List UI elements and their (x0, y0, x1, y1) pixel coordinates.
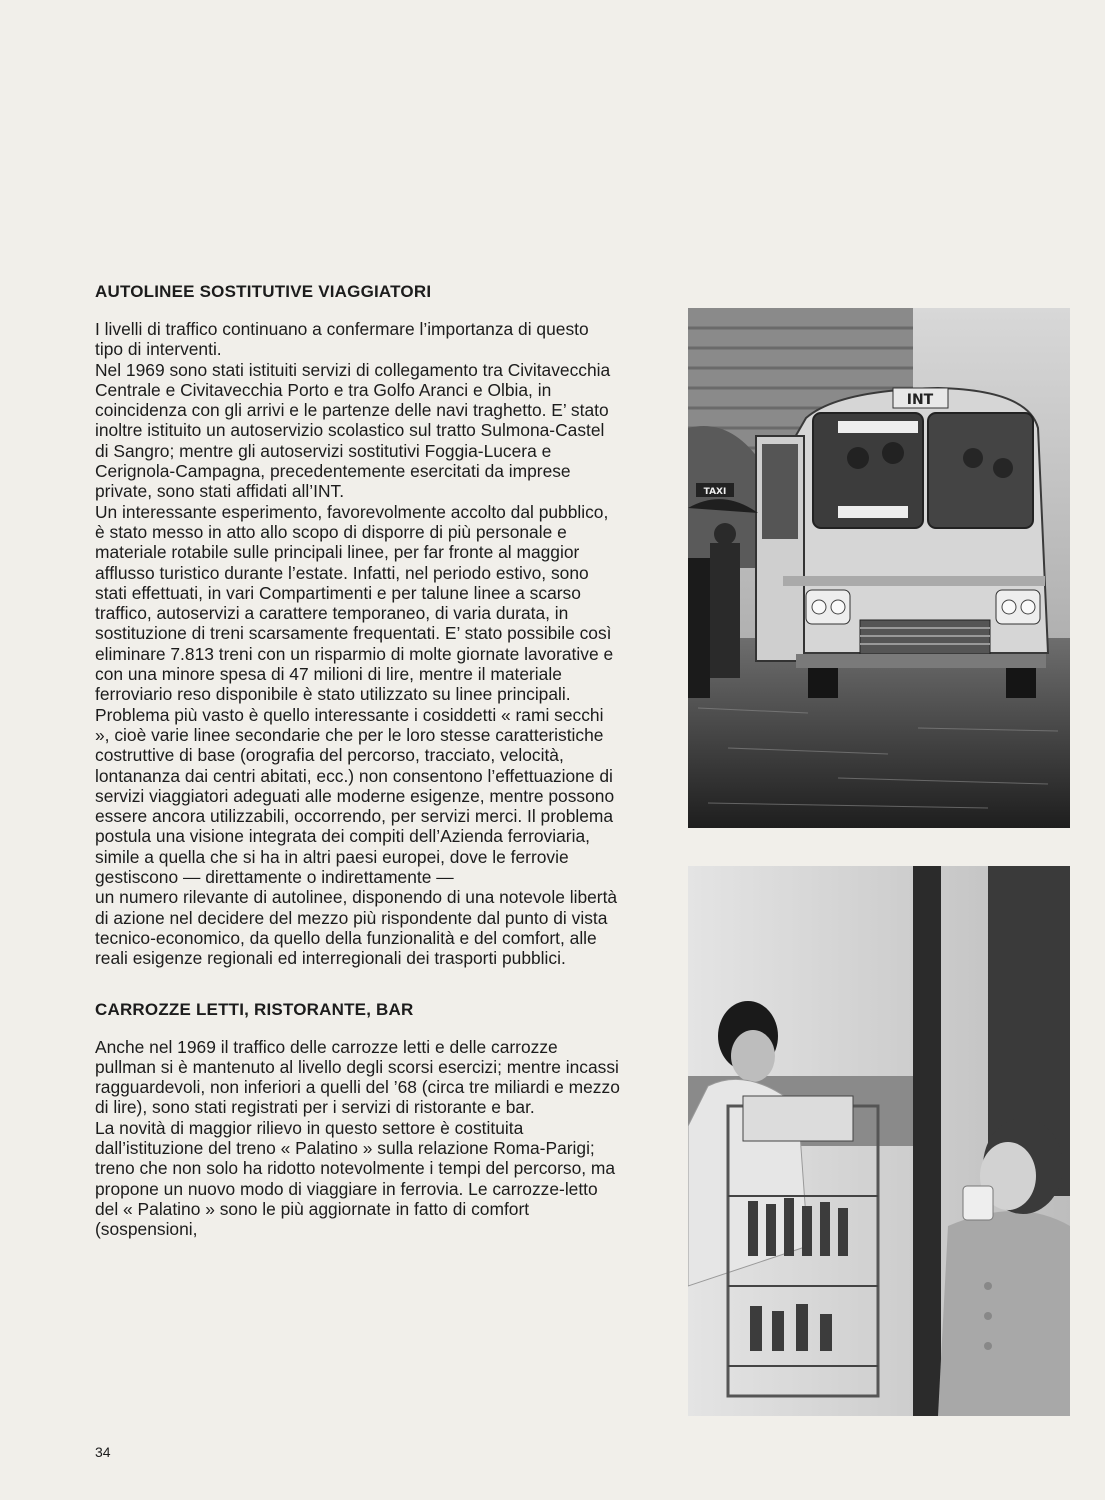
paragraph: Anche nel 1969 il traffico delle carrozze letti e delle carrozze pullman si è mantenuto al livello degli scorsi esercizi; mentre incassi ragguardevoli, non inferiori a quelli del ’68 (circa tre miliardi e mezzo di lire), sono stati registrati per i servizi di ristorante e bar. (95, 1036, 620, 1118)
paragraph: I livelli di traffico continuano a confermare l’importanza di questo tipo di interventi. (95, 319, 589, 360)
paragraph: Problema più vasto è quello interessante i cosiddetti « rami secchi », cioè varie linee secondarie che per le loro stesse caratteristiche costruttive di base (orografia del percorso, tracciato, velocità, lontananza dai centri abitati, ecc.) non consentono l’effettuazione di servizi viaggiatori adeguati alle moderne esigenze, mentre possono essere ancora utilizzabili, occorrendo, per servizi merci. Il problema postula una visione integrata dei compiti dell’Azienda ferroviaria, simile a quella che si ha in altri paesi europei, dove le ferrovie gestiscono — direttamente o indirettamente — (95, 704, 615, 888)
taxi-sign: TAXI (703, 487, 727, 497)
paragraph: La novità di maggior rilievo in questo settore è costituita dall’istituzione del treno « Palatino » sulla relazione Roma-Parigi; treno che non solo ha ridotto notevolmente i tempi del percorso, ma propone un nuovo modo di viaggiare in ferrovia. Le carrozze-letto del « Palatino » sono le più aggiornate in fatto di comfort (sospensioni, (95, 1117, 616, 1240)
paragraph: Nel 1969 sono stati istituiti servizi di collegamento tra Civitavecchia Centrale e Civitavecchia Porto e tra Golfo Aranci e Olbia, in coincidenza con gli arrivi e le partenze delle navi traghetto. E’ stato inoltre istituito un autoservizio scolastico sul tratto Sulmona-Castel di Sangro; mentre gli autoservizi sostitutivi Foggia-Lucera e Cerignola-Campagna, precedentemente esercitati da imprese private, sono stati affidati all’INT. (95, 359, 611, 502)
section-heading-carrozze: CARROZZE LETTI, RISTORANTE, BAR (95, 999, 414, 1019)
section-heading-autolinee: AUTOLINEE SOSTITUTIVE VIAGGIATORI (95, 282, 432, 301)
bus-photo (688, 308, 1070, 828)
paragraph: un numero rilevante di autolinee, disponendo di una notevole libertà di azione nel decidere del mezzo più rispondente dal punto di vista tecnico-economico, da quello della funzionalità e del comfort, alle reali esigenze regionali ed interregionali dei trasporti pubblici. (95, 887, 618, 969)
page-number: 34 (95, 1444, 111, 1460)
bar-trolley-photo (688, 866, 1070, 1416)
bus-logo: INT (906, 392, 934, 408)
paragraph: Un interessante esperimento, favorevolmente accolto dal pubblico, è stato messo in atto allo scopo di disporre di più personale e materiale rotabile sulle principali linee, per far fronte al maggior afflusso turistico durante l’estate. Infatti, nel periodo estivo, sono stati effettuati, in vari Compartimenti e per talune linee a scarso traffico, autoservizi a carattere temporaneo, di varia durata, in sostituzione di treni scarsamente frequentati. E’ stato possibile così eliminare 7.813 treni con un risparmio di molte giornate lavorative e con una minore spesa di 47 milioni di lire, mentre il materiale ferroviario reso disponibile è stato utilizzato su linee principali. (95, 501, 614, 705)
text-column (95, 282, 620, 1239)
